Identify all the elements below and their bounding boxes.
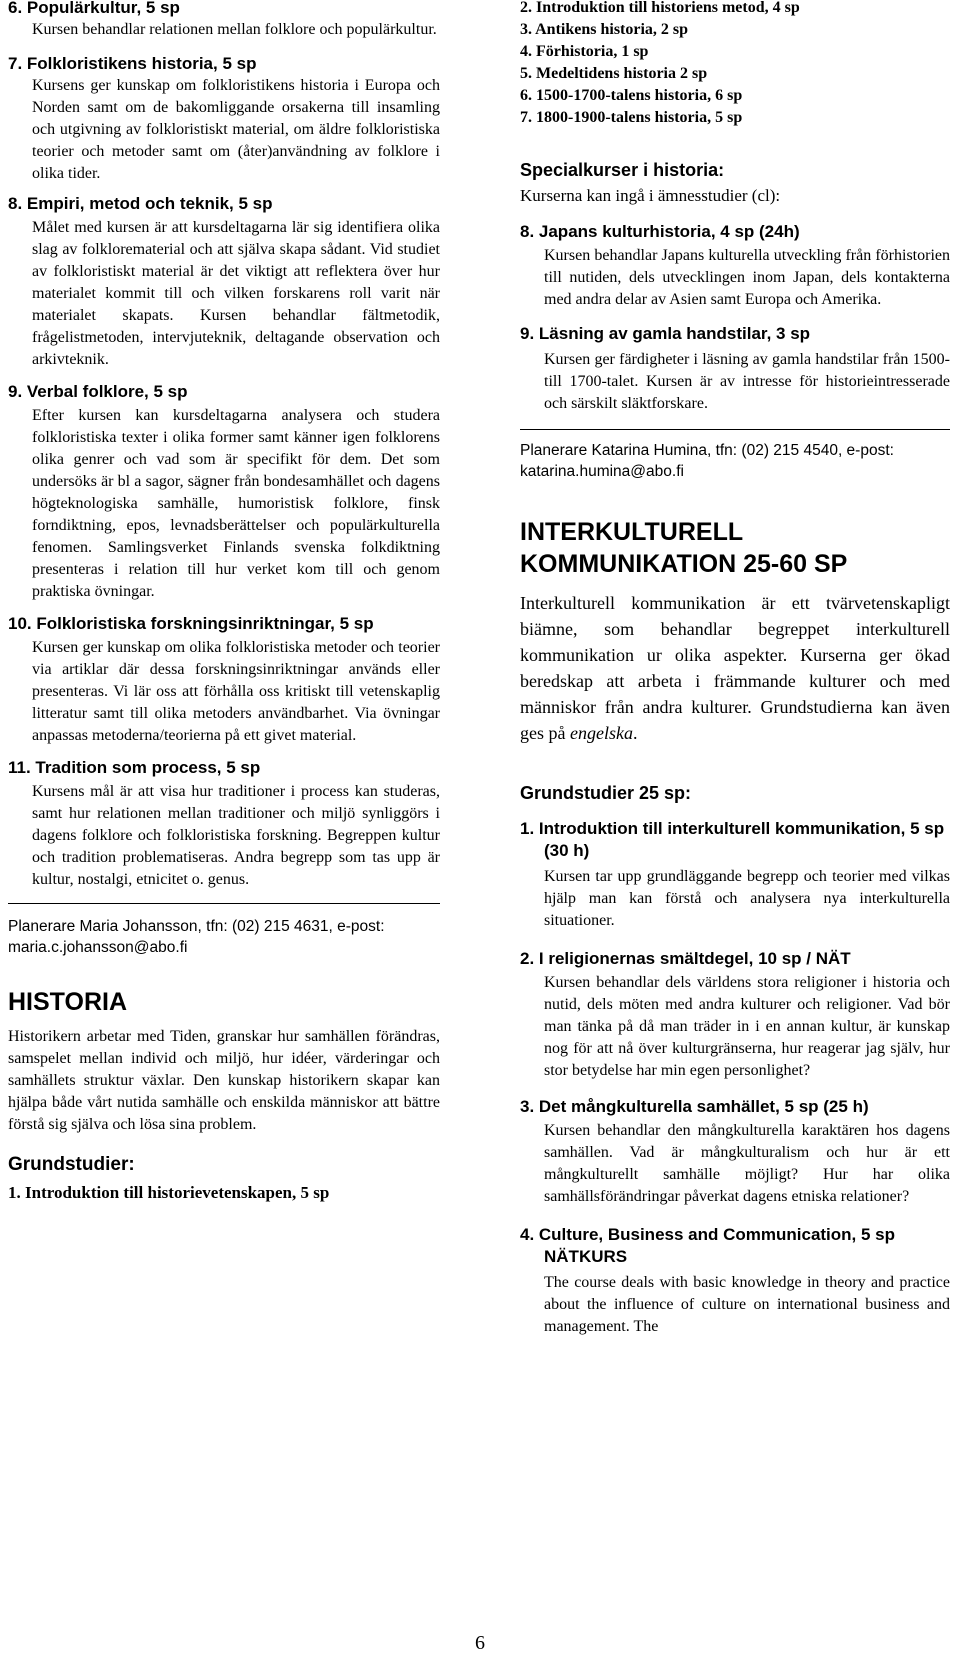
section-6-body: Kursen behandlar relationen mellan folklore och populärkultur. — [32, 21, 437, 38]
section-9-title: 9. Verbal folklore, 5 sp — [8, 382, 188, 401]
list-item: 6. 1500-1700-talens historia, 6 sp — [520, 87, 743, 104]
ik-intro-text: Interkulturell kommunikation är ett tvärvetenskapligt biämne, som behandlar begreppet interkulturell kommunikation ur olika aspekter. Kurserna ger ökad beredskap att arbeta i främmande kulturer och med människor från andra kulturer. Grundstudierna kan även ges på — [520, 593, 950, 743]
left-column — [8, 0, 440, 1204]
ik-course-1-body: Kursen tar upp grundläggande begrepp och teorier med vilkas hjälp man kan förstå och analysera nya interkulturella situationer. — [544, 868, 950, 929]
list-item: 7. 1800-1900-talens historia, 5 sp — [520, 109, 743, 126]
special-courses-note: Kurserna kan ingå i ämnesstudier (cl): — [520, 186, 781, 205]
section-10-title: 10. Folkloristiska forskningsinriktningar, 5 sp — [8, 614, 374, 633]
historia-intro: Historikern arbetar med Tiden, granskar hur samhällen förändras, samspelet mellan individ och miljö, hur idéer, värderingar och samhällets struktur växlar. Den kunskap historikern skapar kan hjälpa både vårt nutida samhälle och enskilda människor att bättre förstå sig själva och lösa sina problem. — [8, 1028, 440, 1133]
ik-grundstudier-heading: Grundstudier 25 sp: — [520, 783, 692, 803]
section-10-body: Kursen ger kunskap om olika folkloristiska metoder och teorier via artiklar där dessa forskningsinriktningar används eller presenteras. Vi lär oss att förhålla oss kritiskt till vetenskaplig litteratur samt till olika metoders användbarhet. Via övningar anpassas metoderna/teorierna på ett givet material. — [32, 639, 440, 744]
special-courses-heading: Specialkurser i historia: — [520, 160, 725, 180]
list-item: 5. Medeltidens historia 2 sp — [520, 65, 708, 82]
contact-info: Planerare Katarina Humina, tfn: (02) 215 4540, e-post: katarina.humina@abo.fi — [520, 442, 894, 480]
page-number: 6 — [475, 1632, 485, 1654]
list-item: 2. Introduktion till historiens metod, 4 sp — [520, 0, 800, 16]
ik-course-4-body: The course deals with basic knowledge in theory and practice about the influence of culture on international business and management. The — [544, 1274, 950, 1335]
historia-course-1: 1. Introduktion till historievetenskapen, 5 sp — [8, 1183, 330, 1202]
course-8-body: Kursen behandlar Japans kulturella utveckling från förhistorien till nutiden, dels utvecklingen inom Japan, dels kontakterna med andra delar av Asien samt Europa och Amerika. — [544, 247, 950, 308]
divider — [520, 429, 950, 430]
ik-course-3-title: 3. Det mångkulturella samhället, 5 sp (25 h) — [520, 1097, 869, 1116]
list-item: 3. Antikens historia, 2 sp — [520, 21, 689, 38]
course-8-title: 8. Japans kulturhistoria, 4 sp (24h) — [520, 222, 800, 241]
ik-intro-end: . — [632, 723, 638, 743]
section-8-body: Målet med kursen är att kursdeltagarna lär sig identifiera olika slag av folklorematerial och att själva skapa sådant. Vid studiet av folkloristiskt material är det viktigt att reflektera över hur materialet kommit till och vilken forskarens roll varit när materialet skapats. Kursen behandlar fältmetodik, frågelistmetoden, intervjuteknik, deltagande observation och arkivteknik. — [32, 219, 440, 368]
historia-course-list — [520, 0, 950, 129]
section-6-title: 6. Populärkultur, 5 sp — [8, 0, 180, 17]
divider — [8, 903, 440, 904]
ik-course-1-title: 1. Introduktion till interkulturell kommunikation, 5 sp (30 h) — [520, 819, 945, 860]
ik-intro-emphasis: engelska — [569, 723, 633, 743]
section-7-body: Kursens ger kunskap om folkloristikens historia i Europa och Norden samt om de bakomliggande orsakerna till insamling och utgivning av folkloristiskt material, om äldre folkloristiska teorier och metoder samt om (åter)användning av folklore i olika tider. — [32, 77, 440, 182]
ik-intro — [520, 590, 950, 746]
list-item: 4. Förhistoria, 1 sp — [520, 43, 649, 60]
ik-course-2-title: 2. I religionernas smältdegel, 10 sp / NÄT — [520, 949, 851, 968]
section-7-title: 7. Folkloristikens historia, 5 sp — [8, 54, 257, 73]
ik-heading-line-2: KOMMUNIKATION 25-60 SP — [520, 550, 848, 578]
ik-course-4-title: 4. Culture, Business and Communication, 5 sp NÄTKURS — [520, 1225, 896, 1266]
section-11-body: Kursens mål är att visa hur traditioner i process kan studeras, samt hur relationen mellan traditioner och miljö synliggörs i dagens folklore och folkloristiska forskning. Begreppen kultur och tradition problematiseras. Andra begrepp som tas upp är kultur, nostalgi, etnicitet o. genus. — [32, 783, 440, 888]
ik-course-3-body: Kursen behandlar den mångkulturella karaktären hos dagens samhällen. Vad är mångkulturalism och hur är ett mångkulturellt samhälle möjligt? Hur har olika samhällsförändringar påverkat dagens etniska relationer? — [544, 1122, 950, 1205]
ik-course-2-body: Kursen behandlar dels världens stora religioner i historia och nutid, dels möten med andra kulturer och religioner. Vad bör man tänka på då man träder in i en annan kultur, är kunskap nog för att nå över kulturgränserna, hur reagerar jag själv, hur stor betydelse har min egen personlighet? — [544, 974, 950, 1079]
contact-info: Planerare Maria Johansson, tfn: (02) 215 4631, e-post: maria.c.johansson@abo.fi — [8, 918, 385, 956]
section-8-title: 8. Empiri, metod och teknik, 5 sp — [8, 194, 273, 213]
course-9-body: Kursen ger färdigheter i läsning av gamla handstilar från 1500- till 1700-talet. Kursen är av intresse för historieintresserade och särskilt släktforskare. — [544, 351, 950, 412]
right-column — [520, 0, 950, 1338]
section-9-body: Efter kursen kan kursdeltagarna analysera och studera folkloristiska texter i olika former samt känner igen folklorens olika genrer och vad som är specifikt för dem. Det som undersöks är bl a sagor, sägner från bondesamhället och dagens högteknologiska samhälle, humoristisk folklore, finsk forndiktning, epos, levnadsberättelser och populärkulturella fenomen. Samlingsverket Finlands svenska folkdiktning presenteras i relation till hur verket kom till och genom praktiska övningar. — [32, 407, 440, 600]
historia-heading: HISTORIA — [8, 988, 127, 1016]
ik-heading-line-1: INTERKULTURELL — [520, 518, 744, 546]
course-9-title: 9. Läsning av gamla handstilar, 3 sp — [520, 324, 811, 343]
grundstudier-heading: Grundstudier: — [8, 1154, 135, 1175]
section-11-title: 11. Tradition som process, 5 sp — [8, 758, 261, 777]
